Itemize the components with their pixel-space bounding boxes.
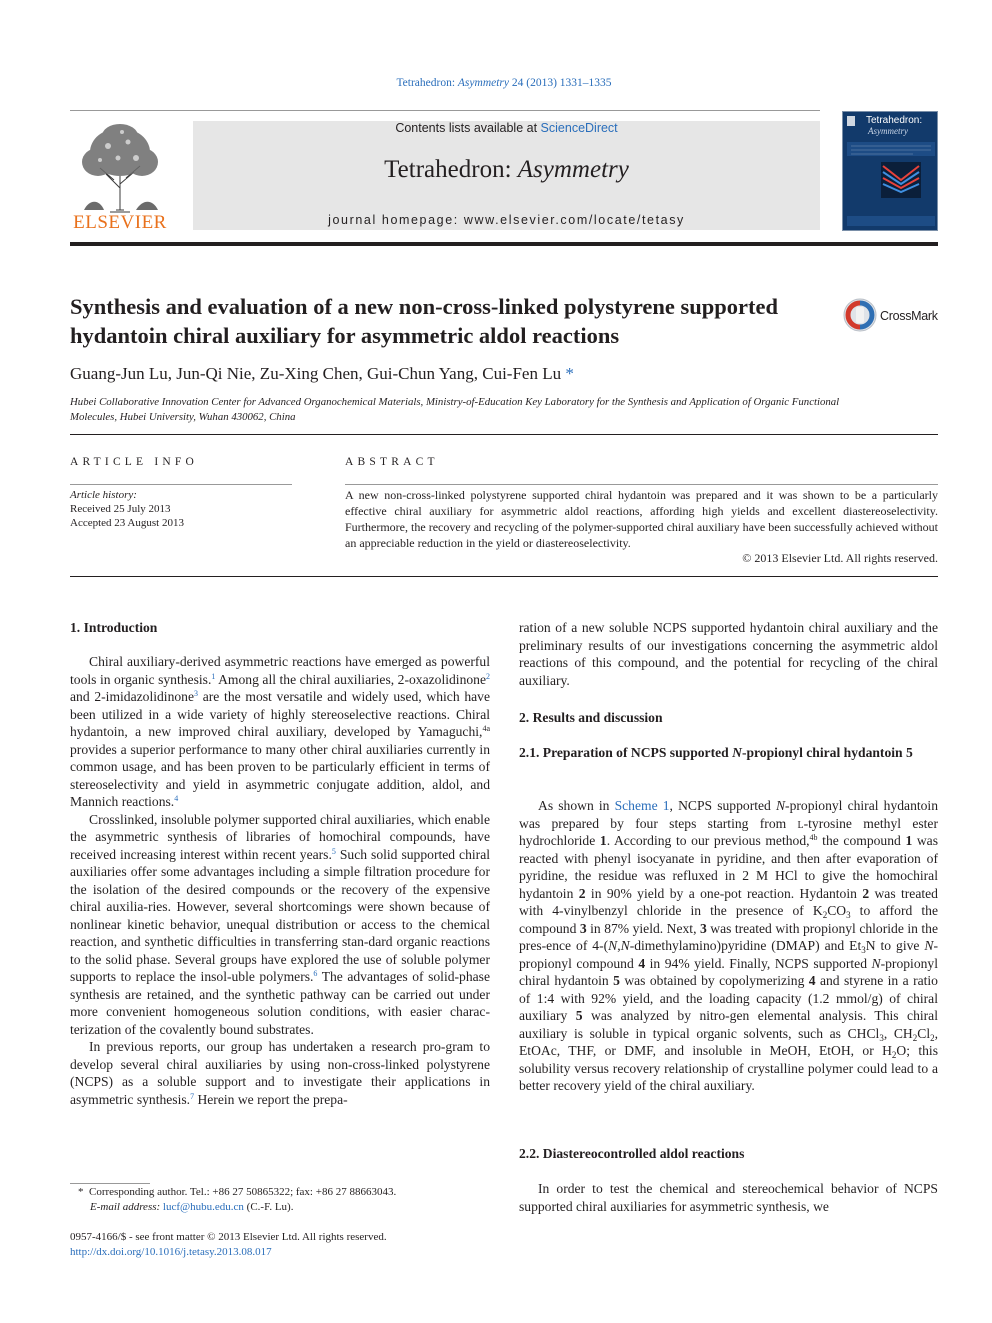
author-list xyxy=(70,364,574,384)
contents-text: Contents lists available at xyxy=(395,121,538,135)
section-1-heading: 1. Introduction xyxy=(70,620,158,635)
info-heading-rule xyxy=(70,484,292,485)
section-2-1-heading: 2.1. Preparation of NCPS supported N-propionyl chiral hydantoin 5 xyxy=(519,745,913,760)
doi-link[interactable]: http://dx.doi.org/10.1016/j.tetasy.2013.08.017 xyxy=(70,1246,272,1258)
sciencedirect-link[interactable]: ScienceDirect xyxy=(540,121,618,135)
article-info-heading: ARTICLE INFO xyxy=(70,456,198,468)
section-2-1-title-a: 2.1. Preparation of NCPS supported xyxy=(519,745,729,760)
abstract-text: A new non-cross-linked polystyrene supported chiral hydantoin was prepared and it was shown to be a particularly effective chiral auxiliary for asymmetric aldol reactions, affording high yields and excellent diastereoselectivity. Furthermore, the recovery and recycling of the polymer-supported chiral auxiliary have been successfully achieved without an appreciable reduction in the yield or diastereoselectivity. xyxy=(345,488,938,550)
issn-block xyxy=(70,1230,387,1260)
info-top-rule xyxy=(70,434,938,435)
email-link[interactable]: lucf@hubu.edu.cn xyxy=(162,1201,244,1213)
top-divider xyxy=(70,110,820,111)
left-column-body xyxy=(70,653,490,1108)
article-title: Synthesis and evaluation of a new non-cross-linked polystyrene supported hydantoin chiral auxiliary for asymmetric aldol reactions xyxy=(70,294,779,348)
citation-journal-italic: Asymmetry xyxy=(457,77,509,89)
crossmark-icon[interactable] xyxy=(843,298,877,332)
intro-paragraph-3: In previous reports, our group has undertaken a research pro-gram to develop several chiral auxiliaries by using non-cross-linked polystyrene (NCPS) as a soluble support and to investigate their applications in asymmetric synthesis.$^7$ Herein we report the prepa- xyxy=(70,1039,490,1107)
header-thick-rule xyxy=(70,242,938,246)
accepted-date: Accepted 23 August 2013 xyxy=(70,517,184,529)
corresponding-author-mark[interactable]: * xyxy=(565,364,574,383)
scheme-1-link[interactable]: Scheme 1 xyxy=(614,798,670,813)
publisher-name: ELSEVIER xyxy=(73,212,167,233)
journal-homepage[interactable]: journal homepage: www.elsevier.com/locate/tetasy xyxy=(328,213,685,227)
intro-paragraph-3-cont: ration of a new soluble NCPS supported hydantoin chiral auxiliary and the preliminary results of our investigations concerning the asymmetric aldol reactions of this compound, and the potential for recycling of the chiral auxiliary. xyxy=(519,620,938,688)
contents-line xyxy=(193,121,820,135)
footnote-rule xyxy=(70,1183,150,1184)
journal-citation[interactable] xyxy=(0,77,992,89)
issn-line: 0957-4166/$ - see front matter © 2013 Elsevier Ltd. All rights reserved. xyxy=(70,1231,387,1243)
footnote-line-2 xyxy=(70,1200,396,1215)
email-label: E-mail address: xyxy=(90,1201,161,1213)
affiliation: Hubei Collaborative Innovation Center for Advanced Organochemical Materials, Ministry-of-Education Key Laboratory for the Synthesis and Application of Organic Functional Molecules, Hubei University, Wuhan 430062, China xyxy=(70,396,840,423)
section-2-1-body xyxy=(519,797,938,1095)
intro-paragraph-1: Chiral auxiliary-derived asymmetric reactions have emerged as powerful tools in organic synthesis.$^1$ Among all the chiral auxiliaries, 2-oxazolidinone$^2$ and 2-imidazolidinone$^3$ are the most versatile and widely used, which have been utilized in a wide variety of highly stereoselective reactions. Chiral hydantoin, a new improved chiral auxiliary, developed by Yamaguchi,$^{4a}$ provides a superior performance to many other chiral auxiliaries currently in common usage, and has been proven to be particularly efficient in terms of stereoselectivity and yield in asymmetric conjugate addition, aldol, and Mannich reactions.$^4$ xyxy=(70,654,490,809)
abstract-heading: ABSTRACT xyxy=(345,456,439,468)
received-date: Received 25 July 2013 xyxy=(70,503,171,515)
section-2-heading: 2. Results and discussion xyxy=(519,710,663,725)
authors-names: Guang-Jun Lu, Jun-Qi Nie, Zu-Xing Chen, Gui-Chun Yang, Cui-Fen Lu xyxy=(70,364,562,383)
results-paragraph-1: As shown in Scheme 1, NCPS supported N-propionyl chiral hydantoin was prepared by four steps starting from l-tyrosine methyl ester hydrochloride 1. According to our previous method,$^{4b}$ the compound 1 was reacted with phenyl isocyanate in pyridine, and then after evaporation of pyridine, the residue was refluxed in 2 M HCl to give the homochiral hydantoin 2 in 90% yield by a one-pot reaction. Hydantoin 2 was treated with 4-vinylbenzyl chloride in the presence of $K_2CO_3$ to afford the compound 3 in 87% yield. Next, 3 was treated with propionyl chloride in the pres-ence of 4-(N,N-dimethylamino)pyridine (DMAP) and $Et_3N$ to give N-propionyl compound 4 in 94% yield. Finally, NCPS supported N-propionyl chiral hydantoin 5 was obtained by copolymerizing 4 and styrene in a ratio of 1:4 with 92% yield, and the loading capacity (1.2 mmol/g) of chiral auxiliary 5 was analyzed by nitro-gen elemental analysis. This chiral auxiliary is soluble in typical organic solvents, such as CHCl$_3$, $CH_2Cl_2$, EtOAc, THF, or DMF, and insoluble in MeOH, EtOH, or $H_2O$; this solubility versus recovery relationship of crystalline polymer could lead to a better recovery yield of the chiral auxiliary. xyxy=(519,798,939,1093)
corresponding-author-footnote xyxy=(70,1185,396,1215)
crossmark-label[interactable]: CrossMark xyxy=(880,309,938,323)
citation-journal-prefix: Tetrahedron: xyxy=(396,77,456,89)
cover-title: Tetrahedron: xyxy=(866,115,923,126)
section-2-2-heading: 2.2. Diastereocontrolled aldol reactions xyxy=(519,1146,745,1161)
section-2-1-title-b: -propionyl chiral hydantoin 5 xyxy=(741,745,913,760)
journal-title-plain: Tetrahedron: xyxy=(384,156,512,183)
cover-subtitle: Asymmetry xyxy=(868,126,908,136)
abstract-copyright: © 2013 Elsevier Ltd. All rights reserved. xyxy=(742,551,938,565)
history-label: Article history: xyxy=(70,489,137,501)
footnote-star: * xyxy=(78,1186,84,1198)
journal-title xyxy=(193,156,820,184)
intro-paragraph-2: Crosslinked, insoluble polymer supported chiral auxiliaries, which enable the asymmetric synthesis of libraries of homochiral compounds, have received increasing interest within recent years.$^5$ Such solid supported chiral auxiliaries offer some advantages including a simple filtration procedure for the isolation of the desired compounds or the recovery of the expensive chiral auxilia-ries. However, several shortcomings were shown because of nonlinear kinetic behavior, unequal distribution or access to the chemical reaction, and synthetic difficulties in transferring stan-dard organic reactions to the solid phase. Several groups have explored the use of soluble polymer supports to replace the insol-uble polymers.$^6$ The advantages of solid-phase synthesis are retained, and the synthetic pathway can be carried out under more convenient homogeneous solution conditions, with easier charac-terization of the covalently bound substrates. xyxy=(70,811,491,1037)
corresponding-details: Corresponding author. Tel.: +86 27 50865322; fax: +86 27 88663043. xyxy=(89,1186,397,1198)
footnote-line-1 xyxy=(70,1185,396,1200)
citation-volume: 24 (2013) 1331–1335 xyxy=(511,77,612,89)
section-2-2-body xyxy=(519,1180,938,1215)
journal-title-italic: Asymmetry xyxy=(517,156,629,183)
aldol-paragraph-1: In order to test the chemical and stereochemical behavior of NCPS supported chiral auxiliaries for asymmetric synthesis, we xyxy=(519,1181,938,1214)
email-suffix: (C.-F. Lu). xyxy=(246,1201,294,1213)
right-column-body xyxy=(519,619,938,689)
info-bottom-rule xyxy=(70,576,938,577)
abstract-heading-rule xyxy=(345,484,938,485)
article-history xyxy=(70,488,184,530)
